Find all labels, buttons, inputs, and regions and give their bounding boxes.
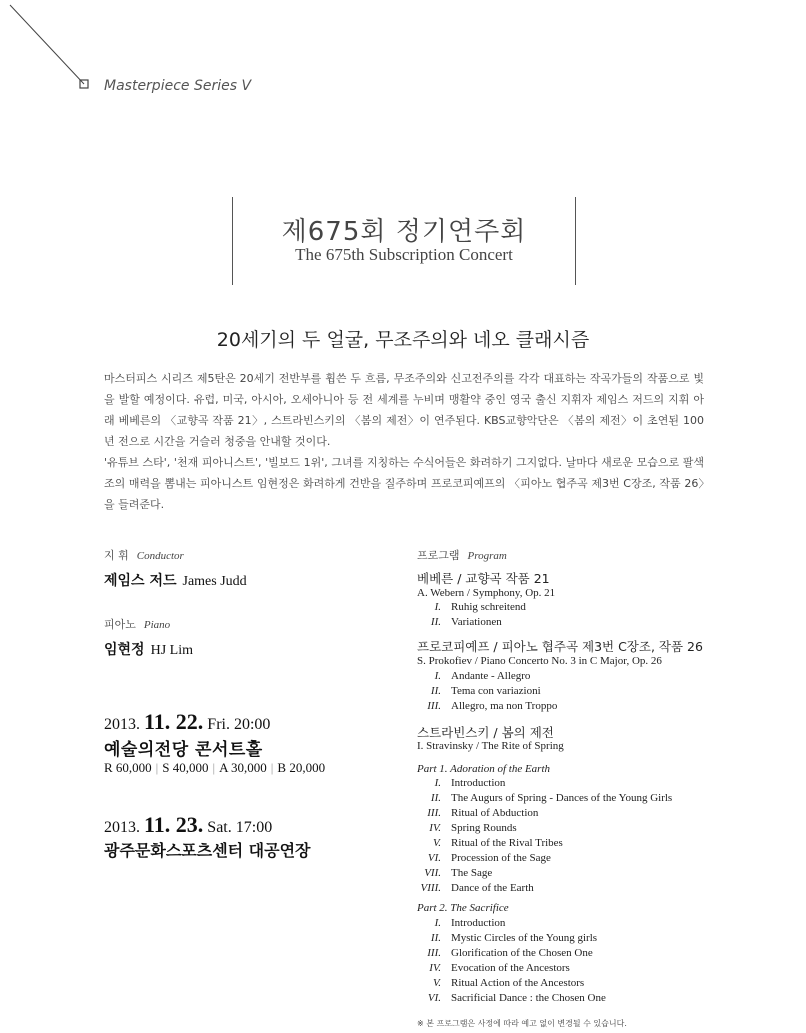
movement-number: I.: [434, 601, 441, 613]
movement-number: III.: [427, 947, 441, 959]
conductor-name-en: James Judd: [182, 574, 247, 589]
piano-label-en: Piano: [143, 619, 171, 631]
movement-item: [417, 866, 747, 881]
movement-title: Tema con variazioni: [451, 685, 541, 697]
movement-number: IV.: [429, 822, 441, 834]
stravinsky-title-ko: 스트라빈스키 / 봄의 제전: [417, 725, 554, 740]
pianist-name-en: HJ Lim: [150, 643, 193, 658]
performance2-date: [104, 812, 272, 838]
movement-title: Ritual Action of the Ancestors: [451, 977, 585, 989]
movement-item: [417, 791, 747, 806]
conductor-label: [104, 547, 184, 563]
webern-movements: [417, 600, 747, 630]
movement-item: [417, 776, 747, 791]
performance1-date: [104, 709, 270, 735]
movement-number: VII.: [424, 867, 441, 879]
movement-number: III.: [427, 807, 441, 819]
movement-number: II.: [430, 932, 441, 944]
movement-title: Sacrificial Dance : the Chosen One: [451, 992, 606, 1004]
movement-title: Ritual of Abduction: [451, 807, 539, 819]
movement-number: I.: [434, 777, 441, 789]
performance2-month-day: 11. 23.: [144, 812, 204, 837]
performance2-day-time: Sat. 17:00: [207, 819, 273, 836]
movement-item: [417, 946, 747, 961]
performance1-venue: 예술의전당 콘서트홀: [104, 740, 263, 760]
movement-item: [417, 991, 747, 1006]
part2-movements: [417, 916, 747, 1006]
concert-title-korean: 제675회 정기연주회: [281, 217, 527, 247]
performance2-venue: 광주문화스포츠센터 대공연장: [104, 841, 311, 860]
intro-paragraph: '유튜브 스타', '천재 피아니스트', '빌보드 1위', 그녀를 지칭하는 수식어들은 화려하기 그지없다. 날마다 새로운 모습으로 팔색조의 매력을 뽐내는 피아니스트 임현정은 화려하게 건반을 질주하며 프로코피예프의 〈피아노 협주곡 제3번 C장조, 작품 26〉을 들려준다.: [104, 456, 704, 511]
stravinsky-title-en: I. Stravinsky / The Rite of Spring: [417, 740, 564, 752]
movement-title: Ruhig schreitend: [451, 601, 526, 613]
prokofiev-title-en: S. Prokofiev / Piano Concerto No. 3 in C Major, Op. 26: [417, 655, 662, 667]
movement-title: Procession of the Sage: [451, 852, 551, 864]
program-label-en: Program: [467, 550, 507, 562]
program-footnote: ※ 본 프로그램은 사정에 따라 예고 없이 변경될 수 있습니다.: [417, 1019, 627, 1028]
prokofiev-movements: [417, 669, 747, 714]
corner-decoration: [0, 0, 90, 90]
movement-number: II.: [430, 616, 441, 628]
webern-title-en: A. Webern / Symphony, Op. 21: [417, 587, 556, 599]
movement-item: [417, 600, 747, 615]
movement-title: Dance of the Earth: [451, 882, 534, 894]
movement-number: V.: [432, 977, 441, 989]
webern-title-ko: 베베른 / 교향곡 작품 21: [417, 571, 550, 586]
performance1-day-time: Fri. 20:00: [207, 716, 271, 733]
movement-number: VI.: [427, 992, 441, 1004]
movement-item: [417, 684, 747, 699]
concert-title-english: The 675th Subscription Concert: [295, 245, 513, 264]
conductor-label-ko: 지 휘: [104, 549, 129, 562]
performance1-year: 2013.: [104, 716, 140, 733]
movement-title: Glorification of the Chosen One: [451, 947, 593, 959]
concert-title-box: [232, 197, 576, 285]
conductor-name: [104, 570, 247, 590]
ticket-prices: R 60,000 | S 40,000 | A 30,000 | B 20,000: [104, 760, 326, 775]
movement-number: III.: [427, 700, 441, 712]
movement-number: I.: [434, 670, 441, 682]
intro-text: [104, 368, 704, 515]
series-label: Masterpiece Series V: [104, 78, 252, 94]
movement-item: [417, 836, 747, 851]
headline: 20세기의 두 얼굴, 무조주의와 네오 클래시즘: [216, 329, 590, 351]
performance2-year: 2013.: [104, 819, 140, 836]
movement-item: [417, 881, 747, 896]
part2-title: Part 2. The Sacrifice: [417, 902, 509, 914]
part1-movements: [417, 776, 747, 896]
part1-title: Part 1. Adoration of the Earth: [417, 763, 551, 775]
movement-item: [417, 699, 747, 714]
movement-title: Spring Rounds: [451, 822, 517, 834]
movement-item: [417, 669, 747, 684]
conductor-name-ko: 제임스 저드: [104, 573, 177, 589]
conductor-label-en: Conductor: [136, 550, 184, 562]
price-r: R 60,000: [104, 760, 152, 775]
price-b: B 20,000: [277, 760, 326, 775]
price-s: S 40,000: [162, 760, 209, 775]
movement-number: II.: [430, 792, 441, 804]
movement-item: [417, 806, 747, 821]
movement-item: [417, 916, 747, 931]
movement-title: Introduction: [451, 777, 506, 789]
movement-item: [417, 961, 747, 976]
movement-item: [417, 851, 747, 866]
movement-title: The Sage: [451, 867, 493, 879]
program-label: [417, 547, 747, 563]
movement-title: Allegro, ma non Troppo: [451, 700, 558, 712]
movement-item: [417, 821, 747, 836]
movement-number: V.: [432, 837, 441, 849]
movement-title: The Augurs of Spring - Dances of the Young Girls: [451, 792, 673, 804]
movement-item: [417, 931, 747, 946]
movement-number: VIII.: [420, 882, 441, 894]
movement-title: Ritual of the Rival Tribes: [451, 837, 563, 849]
movement-title: Mystic Circles of the Young girls: [451, 932, 598, 944]
movement-title: Andante - Allegro: [451, 670, 531, 682]
performance1-month-day: 11. 22.: [144, 709, 204, 734]
intro-paragraph: 마스터피스 시리즈 제5탄은 20세기 전반부를 휩쓴 두 흐름, 무조주의와 신고전주의를 각각 대표하는 작곡가들의 작품으로 빛을 발할 예정이다. 유럽, 미국, 아시아, 오세아니아 등 전 세계를 누비며 맹활약 중인 영국 출신 지휘자 제임스 저드의 지휘 아래 베베른의 〈교향곡 작품 21〉, 스트라빈스키의 〈봄의 제전〉이 연주된다. KBS교향악단은 〈봄의 제전〉이 초연된 100년 전으로 시간을 거슬러 청중을 안내할 것이다.: [104, 372, 704, 448]
movement-number: II.: [430, 685, 441, 697]
movement-item: [417, 976, 747, 991]
price-a: A 30,000: [219, 760, 267, 775]
pianist-name-ko: 임현정: [104, 642, 145, 658]
movement-number: IV.: [429, 962, 441, 974]
pianist-name: [104, 639, 193, 659]
piano-label: [104, 616, 170, 632]
movement-number: I.: [434, 917, 441, 929]
movement-item: [417, 615, 747, 630]
movement-title: Introduction: [451, 917, 506, 929]
movement-number: VI.: [427, 852, 441, 864]
movement-title: Evocation of the Ancestors: [451, 962, 570, 974]
movement-title: Variationen: [451, 616, 502, 628]
piano-label-ko: 피아노: [104, 618, 136, 631]
prokofiev-title-ko: 프로코피예프 / 피아노 협주곡 제3번 C장조, 작품 26: [417, 639, 703, 654]
program-label-ko: 프로그램: [417, 549, 460, 562]
